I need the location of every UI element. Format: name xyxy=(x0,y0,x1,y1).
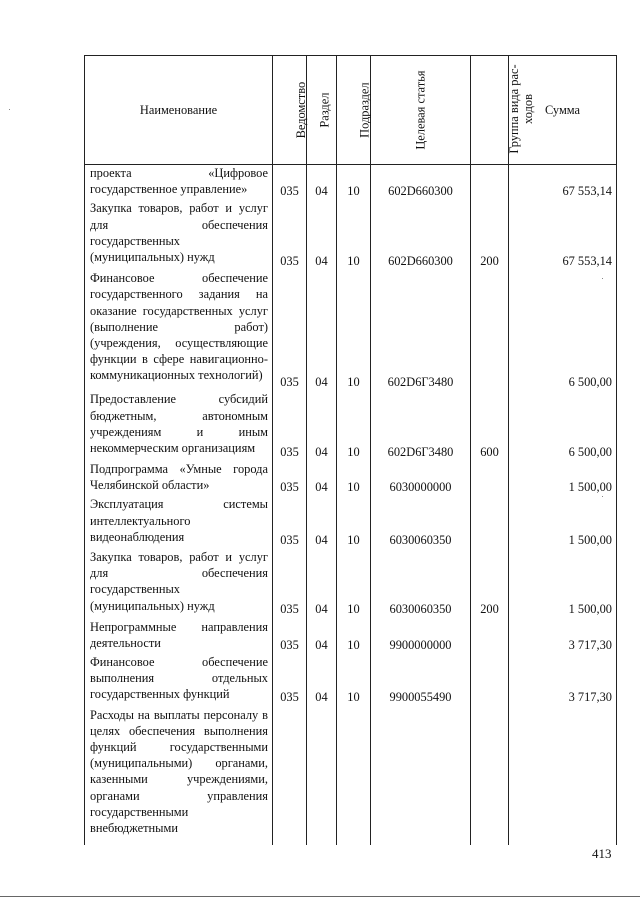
cell-target: 6030060350 xyxy=(371,549,471,619)
cell-target xyxy=(371,707,471,845)
cell-section: 04 xyxy=(307,391,337,461)
scan-speck xyxy=(602,496,603,497)
cell-amount: 1 500,00 xyxy=(509,549,617,619)
cell-amount: 3 717,30 xyxy=(509,619,617,654)
table-row xyxy=(85,165,617,201)
cell-subsection: 10 xyxy=(337,461,371,496)
page-bottom-rule xyxy=(0,896,640,897)
header-subsection: Подраздел xyxy=(337,56,371,165)
cell-agency xyxy=(273,707,307,845)
cell-agency: 035 xyxy=(273,496,307,549)
cell-agency: 035 xyxy=(273,200,307,270)
cell-subsection: 10 xyxy=(337,270,371,391)
cell-subsection: 10 xyxy=(337,391,371,461)
cell-subsection: 10 xyxy=(337,549,371,619)
cell-name: Подпрограмма «Умные города Челябинской области» xyxy=(85,461,273,496)
cell-subsection: 10 xyxy=(337,619,371,654)
cell-agency: 035 xyxy=(273,165,307,201)
cell-group: 600 xyxy=(471,391,509,461)
cell-target: 9900055490 xyxy=(371,654,471,707)
header-amount: Сумма xyxy=(509,56,617,165)
page-number: 413 xyxy=(592,846,612,861)
table-body xyxy=(85,165,617,846)
cell-section: 04 xyxy=(307,619,337,654)
table-row xyxy=(85,270,617,391)
cell-agency: 035 xyxy=(273,549,307,619)
cell-amount: 1 500,00 xyxy=(509,496,617,549)
header-section: Раздел xyxy=(307,56,337,165)
cell-amount: 1 500,00 xyxy=(509,461,617,496)
cell-amount: 6 500,00 xyxy=(509,391,617,461)
cell-target: 602D6Г3480 xyxy=(371,391,471,461)
table-row xyxy=(85,707,617,845)
cell-section: 04 xyxy=(307,496,337,549)
table-row xyxy=(85,461,617,496)
cell-group xyxy=(471,165,509,201)
table-row xyxy=(85,654,617,707)
cell-subsection: 10 xyxy=(337,165,371,201)
cell-subsection: 10 xyxy=(337,496,371,549)
cell-agency: 035 xyxy=(273,391,307,461)
cell-group xyxy=(471,461,509,496)
cell-section: 04 xyxy=(307,200,337,270)
table-row xyxy=(85,200,617,270)
cell-target: 602D660300 xyxy=(371,165,471,201)
header-agency: Ведомство xyxy=(273,56,307,165)
cell-group xyxy=(471,270,509,391)
cell-target: 602D6Г3480 xyxy=(371,270,471,391)
table-header-row xyxy=(85,56,617,165)
cell-name: Эксплуатация системы интеллектуального видеонаблюдения xyxy=(85,496,273,549)
cell-section: 04 xyxy=(307,270,337,391)
cell-section: 04 xyxy=(307,654,337,707)
cell-amount: 3 717,30 xyxy=(509,654,617,707)
cell-group xyxy=(471,654,509,707)
budget-table xyxy=(84,55,617,845)
cell-amount: 67 553,14 xyxy=(509,200,617,270)
table-row xyxy=(85,496,617,549)
header-target-item: Целевая статья xyxy=(371,56,471,165)
header-name: Наименование xyxy=(85,56,273,165)
cell-name: Расходы на выплаты персоналу в целях обеспечения выполнения функций государственными (муниципальными) органами, казенными учреждениями, органами управления государственными внебюджетными xyxy=(85,707,273,845)
header-expense-group: Группа вида рас-ходов xyxy=(471,56,509,165)
scan-speck xyxy=(602,278,603,279)
cell-amount xyxy=(509,707,617,845)
cell-target: 6030060350 xyxy=(371,496,471,549)
cell-section: 04 xyxy=(307,461,337,496)
cell-name: проекта «Цифровое государственное управление» xyxy=(85,165,273,201)
cell-name: Закупка товаров, работ и услуг для обеспечения государственных (муниципальных) нужд xyxy=(85,549,273,619)
cell-amount: 6 500,00 xyxy=(509,270,617,391)
cell-name: Непрограммные направления деятельности xyxy=(85,619,273,654)
table-row xyxy=(85,619,617,654)
cell-group xyxy=(471,496,509,549)
cell-amount: 67 553,14 xyxy=(509,165,617,201)
cell-section xyxy=(307,707,337,845)
cell-agency: 035 xyxy=(273,619,307,654)
cell-agency: 035 xyxy=(273,654,307,707)
cell-section: 04 xyxy=(307,549,337,619)
cell-agency: 035 xyxy=(273,461,307,496)
cell-name: Финансовое обеспечение государственного задания на оказание государственных услуг (выполнение работ) (учреждения, осуществляющие функции в сфере навигационно-коммуникационных технологий) xyxy=(85,270,273,391)
cell-agency: 035 xyxy=(273,270,307,391)
cell-target: 602D660300 xyxy=(371,200,471,270)
cell-group xyxy=(471,707,509,845)
cell-subsection xyxy=(337,707,371,845)
cell-group: 200 xyxy=(471,200,509,270)
cell-target: 9900000000 xyxy=(371,619,471,654)
cell-section: 04 xyxy=(307,165,337,201)
cell-name: Закупка товаров, работ и услуг для обеспечения государственных (муниципальных) нужд xyxy=(85,200,273,270)
cell-name: Финансовое обеспечение выполнения отдельных государственных функций xyxy=(85,654,273,707)
cell-subsection: 10 xyxy=(337,654,371,707)
cell-group xyxy=(471,619,509,654)
table-row xyxy=(85,549,617,619)
scan-speck xyxy=(9,109,10,110)
cell-subsection: 10 xyxy=(337,200,371,270)
cell-target: 6030000000 xyxy=(371,461,471,496)
cell-name: Предоставление субсидий бюджетным, автономным учреждениям и иным некоммерческим организациям xyxy=(85,391,273,461)
cell-group: 200 xyxy=(471,549,509,619)
table-row xyxy=(85,391,617,461)
